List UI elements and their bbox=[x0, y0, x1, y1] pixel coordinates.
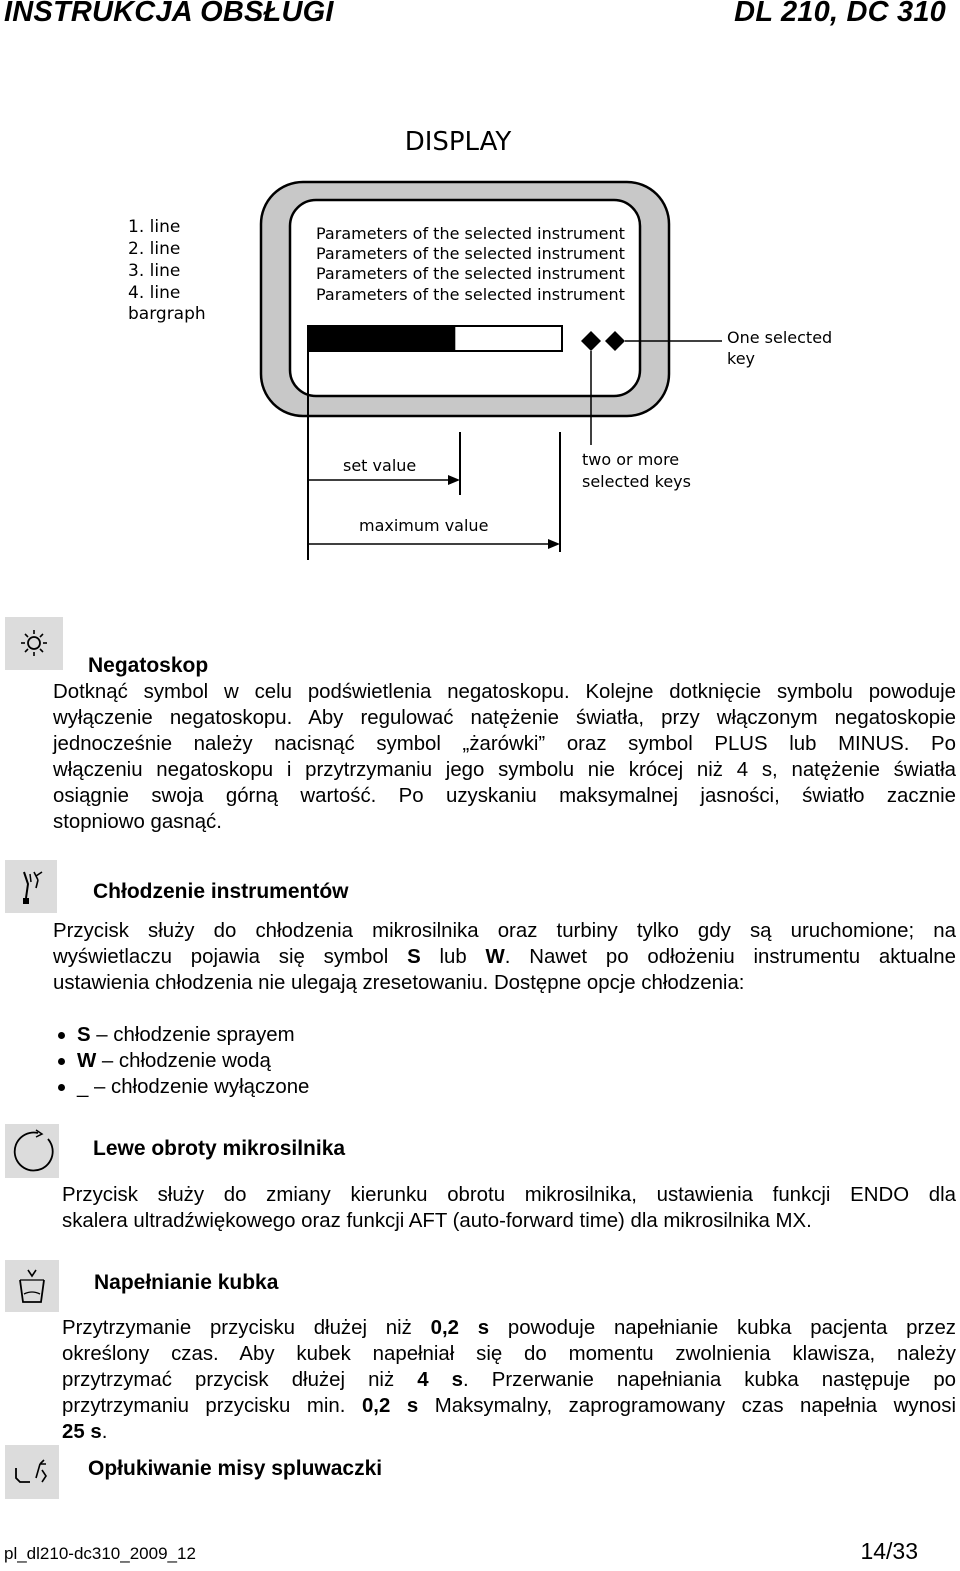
paragraph-negatoskop bbox=[53, 679, 956, 835]
line-label-3: 3. line bbox=[128, 261, 181, 281]
screen-lines bbox=[316, 224, 625, 304]
paragraph-chlodzenie bbox=[53, 918, 956, 996]
text-line: Przycisk służy do zmiany kierunku obrotu mikrosilnika, ustawienia funkcji ENDO dla bbox=[62, 1184, 956, 1206]
spittoon-rinse-icon bbox=[5, 1445, 59, 1499]
instrument-cooling-icon bbox=[5, 860, 57, 913]
text-line: 25 s. bbox=[62, 1421, 108, 1443]
maximum-value-label: maximum value bbox=[359, 516, 489, 535]
document-header-model: DL 210, DC 310 bbox=[734, 0, 946, 28]
text-line: Dotknąć symbol w celu podświetlenia negatoskopu. Kolejne dotknięcie symbolu powoduje bbox=[53, 681, 956, 703]
screen-line-4: Parameters of the selected instrument bbox=[316, 285, 625, 304]
set-value-label: set value bbox=[343, 456, 417, 475]
rotation-left-icon bbox=[5, 1124, 59, 1178]
cup-fill-icon bbox=[5, 1260, 59, 1312]
bargraph-fill bbox=[308, 326, 455, 351]
section-title-negatoskop: Negatoskop bbox=[88, 654, 209, 677]
text-line: skalera ultradźwiękowego oraz funkcji AFT (auto-forward time) dla mikrosilnika MX. bbox=[62, 1210, 812, 1232]
paragraph-kubek bbox=[62, 1315, 956, 1445]
line-label-2: 2. line bbox=[128, 239, 181, 259]
section-title-kubek: Napełnianie kubka bbox=[94, 1271, 279, 1294]
text-line: Przytrzymanie przycisku dłużej niż 0,2 s powoduje napełnianie kubka pacjenta przez bbox=[62, 1317, 956, 1339]
display-diagram bbox=[0, 120, 960, 570]
diagram-title: DISPLAY bbox=[404, 127, 512, 157]
line-label-1: 1. line bbox=[128, 217, 181, 237]
list-item: W – chłodzenie wodą bbox=[56, 1048, 309, 1074]
two-keys-label-1: two or more bbox=[582, 450, 680, 469]
text-line: osiągnie swoja górną wartość. Po uzyskaniu maksymalnej jasności, światło zacznie bbox=[53, 785, 956, 807]
document-header-title: INSTRUKCJA OBSŁUGI bbox=[4, 0, 334, 28]
screen-line-1: Parameters of the selected instrument bbox=[316, 224, 625, 243]
section-title-misa: Opłukiwanie misy spluwaczki bbox=[88, 1457, 383, 1480]
text-line: określony czas. Aby kubek napełniał się do momentu zwolnienia klawisza, należy bbox=[62, 1343, 956, 1365]
text-line: wyłączenie negatoskopu. Aby regulować natężenie światła, przy włączonym negatoskopie bbox=[53, 707, 956, 729]
text-line: Przycisk służy do chłodzenia mikrosilnika oraz turbiny tylko gdy są uruchomione; na bbox=[53, 920, 956, 942]
section-title-chlodzenie: Chłodzenie instrumentów bbox=[93, 880, 349, 903]
two-keys-label-2: selected keys bbox=[582, 472, 691, 491]
text-line: włączeniu negatoskopu i przytrzymaniu jego symbolu nie krócej niż 4 s, natężenie światła bbox=[53, 759, 956, 781]
line-label-bargraph: bargraph bbox=[128, 304, 206, 324]
one-key-label-2: key bbox=[727, 349, 756, 368]
line-labels bbox=[128, 217, 206, 324]
list-item: S – chłodzenie sprayem bbox=[56, 1022, 309, 1048]
text-line: przytrzymaniu przycisku min. 0,2 s Maksymalny, zaprogramowany czas napełnia wynosi bbox=[62, 1395, 956, 1417]
line-label-4: 4. line bbox=[128, 283, 181, 303]
section-title-lewe-obroty: Lewe obroty mikrosilnika bbox=[93, 1137, 346, 1160]
text-line: ustawienia chłodzenia nie ulegają zresetowaniu. Dostępne opcje chłodzenia: bbox=[53, 972, 745, 994]
sun-bulb-icon bbox=[5, 617, 63, 670]
screen-line-3: Parameters of the selected instrument bbox=[316, 264, 625, 283]
paragraph-lewe-obroty bbox=[62, 1182, 956, 1234]
text-line: wyświetlaczu pojawia się symbol S lub W. Nawet po odłożeniu instrumentu aktualne bbox=[53, 946, 956, 968]
footer-document-id: pl_dl210-dc310_2009_12 bbox=[4, 1544, 196, 1563]
footer-page-number: 14/33 bbox=[860, 1538, 918, 1564]
text-line: stopniowo gasnąć. bbox=[53, 811, 222, 833]
screen-line-2: Parameters of the selected instrument bbox=[316, 244, 625, 263]
list-item: _ – chłodzenie wyłączone bbox=[56, 1074, 309, 1100]
cooling-options-list bbox=[56, 1022, 309, 1100]
one-key-label-1: One selected bbox=[727, 328, 833, 347]
text-line: jednocześnie należy nacisnąć symbol „żarówki” oraz symbol PLUS lub MINUS. Po bbox=[53, 733, 956, 755]
text-line: przytrzymać przycisk dłużej niż 4 s. Przerwanie napełniania kubka następuje po bbox=[62, 1369, 956, 1391]
